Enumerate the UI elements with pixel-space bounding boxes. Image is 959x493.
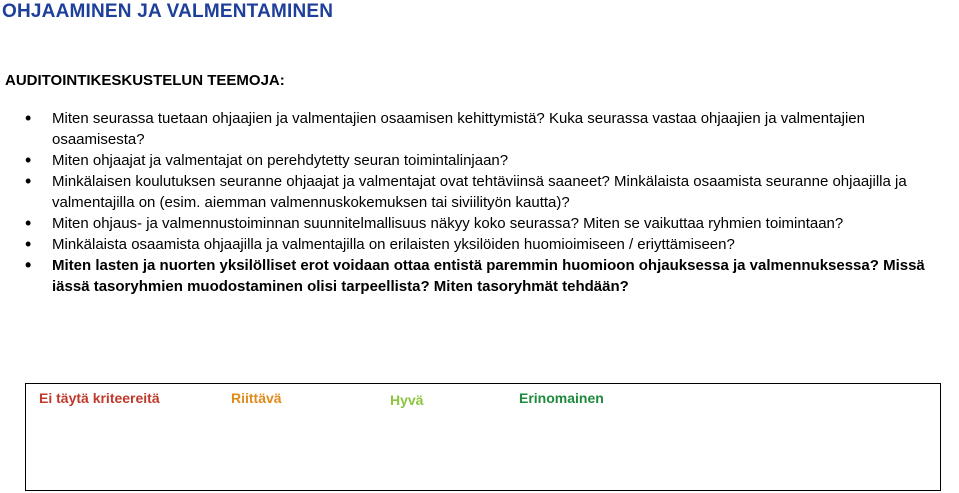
- rating-scale-box: [25, 383, 941, 491]
- theme-list: [0, 108, 959, 297]
- theme-item: • Minkälaisen koulutuksen seuranne ohjaajat ja valmentajat ovat tehtäviinsä saaneet? Minkälaista osaamista seuranne ohjaajilla ja valmentajilla on (esim. aiemman valmennuskokemuksen tai siviilityön kautta)?: [0, 171, 959, 213]
- theme-item: • Miten lasten ja nuorten yksilölliset erot voidaan ottaa entistä paremmin huomioon ohjauksessa ja valmennuksessa? Missä iässä tasoryhmien muodostaminen olisi tarpeellista? Miten tasoryhmät tehdään?: [0, 255, 959, 297]
- section-heading: AUDITOINTIKESKUSTELUN TEEMOJA:: [5, 72, 285, 89]
- rating-level-sufficient: Riittävä: [231, 390, 282, 406]
- document-title: OHJAAMINEN JA VALMENTAMINEN: [2, 1, 334, 22]
- rating-level-fails: Ei täytä kriteereitä: [39, 390, 160, 406]
- theme-item: • Miten ohjaajat ja valmentajat on perehdytetty seuran toimintalinjaan?: [0, 150, 959, 171]
- rating-level-good: Hyvä: [390, 392, 424, 408]
- theme-item: • Miten ohjaus- ja valmennustoiminnan suunnitelmallisuus näkyy koko seurassa? Miten se vaikuttaa ryhmien toimintaan?: [0, 213, 959, 234]
- theme-item: • Minkälaista osaamista ohjaajilla ja valmentajilla on erilaisten yksilöiden huomioimiseen / eriyttämiseen?: [0, 234, 959, 255]
- rating-level-excellent: Erinomainen: [519, 390, 604, 406]
- theme-item: • Miten seurassa tuetaan ohjaajien ja valmentajien osaamisen kehittymistä? Kuka seurassa vastaa ohjaajien ja valmentajien osaamisesta?: [0, 108, 959, 150]
